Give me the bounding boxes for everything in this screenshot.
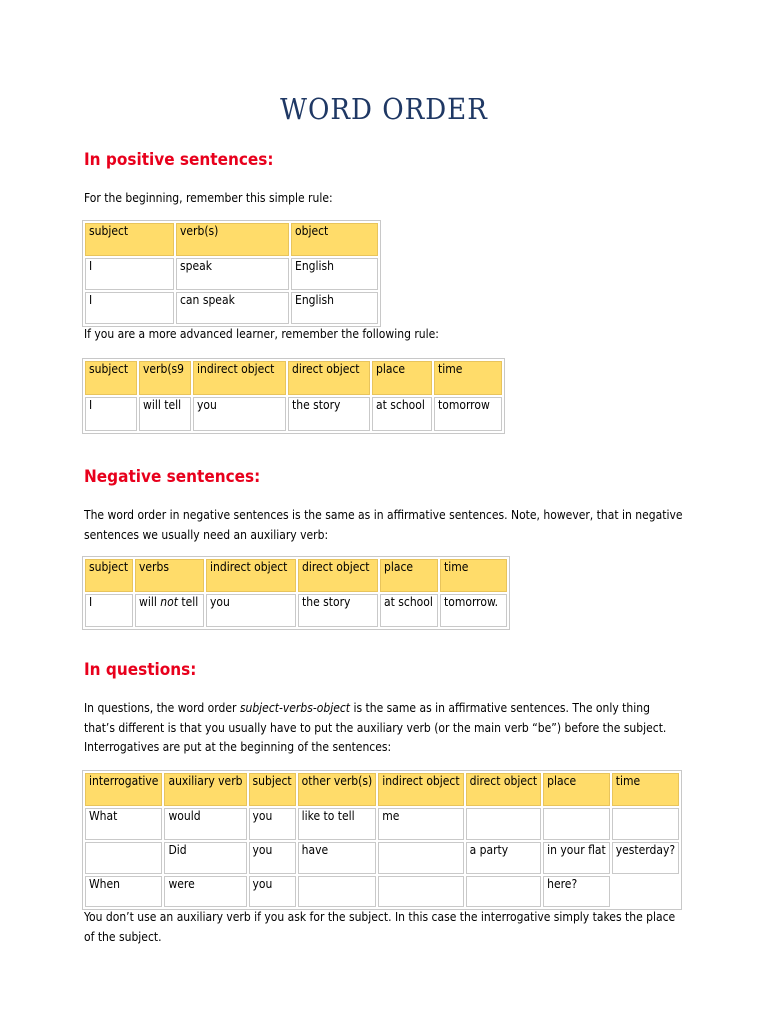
header-cell: place (372, 361, 432, 395)
table-cell: What (85, 808, 162, 840)
table-row (85, 808, 679, 840)
table-row (85, 594, 507, 627)
verb-part: will (139, 595, 161, 609)
advanced-intro: If you are a more advanced learner, remember the following rule: (84, 327, 439, 341)
header-cell: subject (85, 361, 137, 395)
intro-text: In questions, the word order (84, 701, 240, 715)
table-cell: you (206, 594, 296, 627)
heading-questions: In questions: (84, 660, 197, 680)
table-cell (612, 808, 679, 840)
table-row (85, 397, 502, 431)
table-header-row (85, 559, 507, 592)
table-cell: English (291, 292, 378, 324)
table-cell (378, 876, 463, 907)
heading-positive: In positive sentences: (84, 150, 274, 170)
table-cell: will tell (139, 397, 191, 431)
header-cell: place (543, 773, 610, 806)
header-cell: time (434, 361, 502, 395)
intro-italic: subject-verbs-object (239, 701, 351, 715)
table-cell: you (249, 808, 296, 840)
table-cell: I (85, 397, 137, 431)
table-cell: you (249, 876, 296, 907)
table-cell: speak (176, 258, 289, 290)
table-cell: yesterday? (612, 842, 679, 874)
table-cell: in your flat (543, 842, 610, 874)
table-cell (135, 594, 204, 627)
table-row (85, 292, 378, 324)
table-cell: tomorrow (434, 397, 502, 431)
intro-text: is the same as in affirmative sentences. The only thing that’s different is that you usually have to put the auxiliary verb (or the main verb “be”) before the subject. Interrogatives are put at the beginning of the sentences: (84, 701, 667, 754)
table-cell: can speak (176, 292, 289, 324)
header-cell: subject (85, 223, 174, 256)
table-cell: you (193, 397, 286, 431)
table-cell: you (249, 842, 296, 874)
table-cell: at school (380, 594, 438, 627)
table-cell: English (291, 258, 378, 290)
table-cell (466, 808, 542, 840)
table-header-row (85, 223, 378, 256)
header-cell: interrogative (85, 773, 162, 806)
header-cell: verb(s9 (139, 361, 191, 395)
simple-rule-table (82, 220, 381, 327)
header-cell: verbs (135, 559, 204, 592)
header-cell: time (612, 773, 679, 806)
table-header-row (85, 361, 502, 395)
positive-intro: For the beginning, remember this simple rule: (84, 191, 333, 205)
table-cell: here? (543, 876, 610, 907)
table-cell: would (164, 808, 246, 840)
table-cell: like to tell (298, 808, 377, 840)
header-cell: verb(s) (176, 223, 289, 256)
header-cell: place (380, 559, 438, 592)
table-cell (298, 876, 377, 907)
questions-note: You don’t use an auxiliary verb if you ask for the subject. In this case the interrogative simply takes the place of the subject. (84, 910, 676, 944)
page-title: WORD ORDER (280, 92, 488, 126)
table-cell: I (85, 258, 174, 290)
table-cell: I (85, 292, 174, 324)
table-cell: a party (466, 842, 542, 874)
questions-intro (84, 699, 684, 758)
table-row (85, 258, 378, 290)
table-cell: the story (288, 397, 370, 431)
header-cell: direct object (466, 773, 542, 806)
negative-table (82, 556, 510, 630)
negative-intro: The word order in negative sentences is the same as in affirmative sentences. Note, however, that in negative sentences we usually need an auxiliary verb: (84, 508, 683, 542)
verb-part: tell (177, 595, 199, 609)
table-cell: me (378, 808, 463, 840)
table-cell: have (298, 842, 377, 874)
header-cell: direct object (298, 559, 378, 592)
table-row (85, 842, 679, 874)
table-cell (612, 876, 679, 907)
header-cell: direct object (288, 361, 370, 395)
table-cell (378, 842, 463, 874)
table-header-row (85, 773, 679, 806)
questions-table (82, 770, 682, 910)
header-cell: time (440, 559, 507, 592)
table-cell: at school (372, 397, 432, 431)
table-cell (466, 876, 542, 907)
header-cell: auxiliary verb (164, 773, 246, 806)
heading-negative: Negative sentences: (84, 467, 261, 487)
header-cell: other verb(s) (298, 773, 377, 806)
table-cell: Did (164, 842, 246, 874)
table-cell: the story (298, 594, 378, 627)
header-cell: indirect object (206, 559, 296, 592)
table-cell: I (85, 594, 133, 627)
table-cell (85, 842, 162, 874)
header-cell: object (291, 223, 378, 256)
table-row (85, 876, 679, 907)
negation-word: not (160, 595, 178, 609)
header-cell: indirect object (193, 361, 286, 395)
header-cell: subject (85, 559, 133, 592)
table-cell: When (85, 876, 162, 907)
advanced-rule-table (82, 358, 505, 434)
table-cell: tomorrow. (440, 594, 507, 627)
header-cell: indirect object (378, 773, 463, 806)
header-cell: subject (249, 773, 296, 806)
table-cell (543, 808, 610, 840)
table-cell: were (164, 876, 246, 907)
